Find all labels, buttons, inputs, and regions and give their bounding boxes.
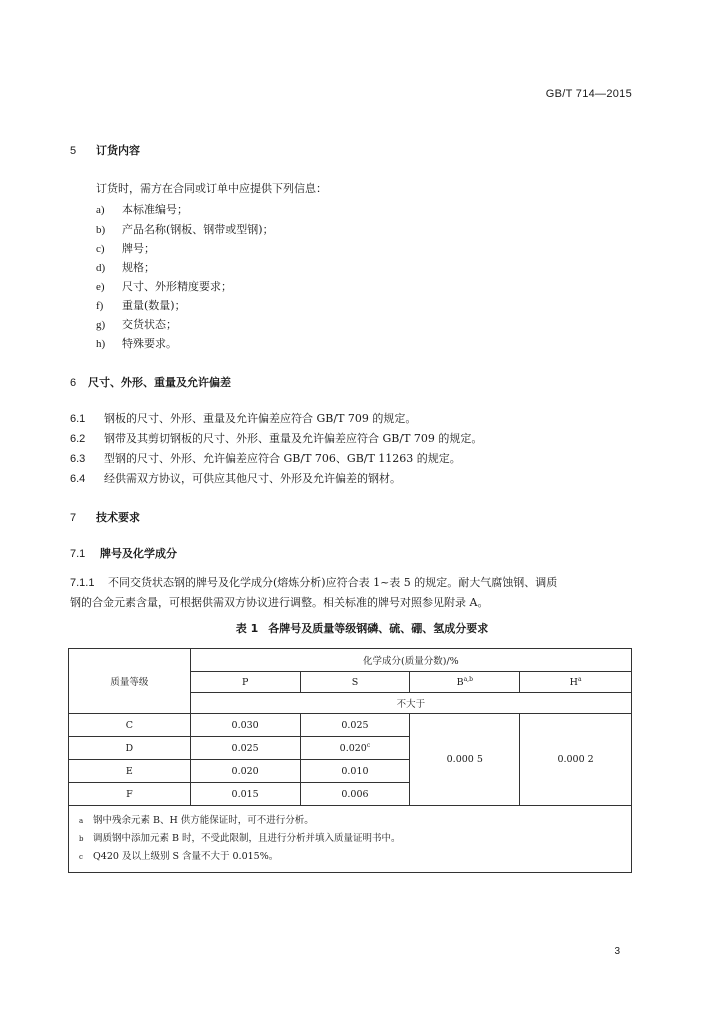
table-notes xyxy=(69,806,632,873)
list-key: a) xyxy=(96,204,105,216)
list-key: d) xyxy=(96,262,106,274)
list-item xyxy=(96,316,177,332)
h-value-cell: 0.000 2 xyxy=(520,714,632,806)
list-item xyxy=(96,240,155,256)
col-label: B xyxy=(456,677,464,689)
limit-label: 不大于 xyxy=(190,693,631,714)
grade-cell: C xyxy=(69,714,191,737)
section-number: 6 xyxy=(70,377,77,389)
list-text: 牌号； xyxy=(122,242,155,255)
table-note xyxy=(79,812,621,830)
subsection-title: 牌号及化学成分 xyxy=(100,547,177,560)
standard-code: GB/T 714—2015 xyxy=(545,88,632,100)
clause-number: 6.1 xyxy=(70,413,86,425)
clause-number: 6.4 xyxy=(70,473,86,485)
table-number: 表 1 xyxy=(235,622,259,635)
subsection-7-1-heading xyxy=(70,545,177,561)
footnote-ref: c xyxy=(366,741,371,749)
table-title: 各牌号及质量等级钢磷、硫、硼、氢成分要求 xyxy=(268,622,489,635)
page-number: 3 xyxy=(614,946,620,957)
list-text: 本标准编号； xyxy=(122,203,188,216)
p-cell: 0.020 xyxy=(190,760,300,783)
footnote-ref: a xyxy=(577,675,582,683)
clause-text: 型钢的尺寸、外形、允许偏差应符合 GB/T 706、GB/T 11263 的规定。 xyxy=(104,452,461,465)
list-item xyxy=(96,221,274,237)
grade-cell: E xyxy=(69,760,191,783)
list-key: e) xyxy=(96,281,105,293)
list-text: 产品名称(钢板、钢带或型钢)； xyxy=(122,223,274,236)
list-text: 交货状态； xyxy=(122,318,177,331)
col-header xyxy=(300,672,410,693)
s-cell: 0.010 xyxy=(300,760,410,783)
note-mark: c xyxy=(79,853,83,861)
col-header xyxy=(190,672,300,693)
note-mark: b xyxy=(79,835,84,843)
list-text: 尺寸、外形精度要求； xyxy=(122,280,232,293)
clause xyxy=(70,410,416,426)
grade-header: 质量等级 xyxy=(69,649,191,714)
note-text: Q420 及以上级别 S 含量不大于 0.015%。 xyxy=(93,851,279,862)
grade-cell: F xyxy=(69,783,191,806)
table-note xyxy=(79,848,621,866)
section-number: 7 xyxy=(70,512,77,524)
table-caption xyxy=(0,620,724,636)
list-item xyxy=(96,278,232,294)
list-item xyxy=(96,335,177,351)
list-key: g) xyxy=(96,319,106,331)
composition-table xyxy=(68,648,632,873)
s-cell xyxy=(300,737,410,760)
clause-number: 7.1.1 xyxy=(70,577,95,589)
clause-text: 钢带及其剪切钢板的尺寸、外形、重量及允许偏差应符合 GB/T 709 的规定。 xyxy=(104,432,483,445)
clause-7-1-1-line-2: 钢的合金元素含量，可根据供需双方协议进行调整。相关标准的牌号对照参见附录 A。 xyxy=(70,596,489,609)
list-key: f) xyxy=(96,300,104,312)
list-key: b) xyxy=(96,224,106,236)
s-cell: 0.025 xyxy=(300,714,410,737)
clause-text: 钢板的尺寸、外形、重量及允许偏差应符合 GB/T 709 的规定。 xyxy=(104,412,417,425)
col-label: S xyxy=(351,676,359,688)
list-text: 特殊要求。 xyxy=(122,337,177,350)
list-item xyxy=(96,259,155,275)
list-key: c) xyxy=(96,243,105,255)
p-cell: 0.030 xyxy=(190,714,300,737)
p-cell: 0.015 xyxy=(190,783,300,806)
clause xyxy=(70,450,461,466)
clause-7-1-1-line-1 xyxy=(70,574,557,590)
section-title: 尺寸、外形、重量及允许偏差 xyxy=(88,376,231,389)
clause-text: 经供需双方协议，可供应其他尺寸、外形及允许偏差的钢材。 xyxy=(104,472,401,485)
clause xyxy=(70,470,401,486)
col-label: P xyxy=(241,676,249,688)
list-item xyxy=(96,201,188,217)
col-header xyxy=(520,672,632,693)
section-6-heading xyxy=(70,374,231,390)
note-text: 调质钢中添加元素 B 时，不受此限制，且进行分析并填入质量证明书中。 xyxy=(93,833,401,844)
b-value-cell: 0.000 5 xyxy=(410,714,520,806)
subsection-number: 7.1 xyxy=(70,548,86,560)
s-value: 0.020 xyxy=(339,743,367,755)
table-note xyxy=(79,830,621,848)
grade-cell: D xyxy=(69,737,191,760)
note-text: 钢中残余元素 B、H 供方能保证时，可不进行分析。 xyxy=(93,815,314,826)
clause-number: 6.2 xyxy=(70,433,86,445)
note-mark: a xyxy=(79,817,84,825)
list-text: 规格； xyxy=(122,261,155,274)
section-7-heading xyxy=(70,509,140,525)
col-header xyxy=(410,672,520,693)
section-5-intro: 订货时，需方在合同或订单中应提供下列信息： xyxy=(96,182,327,195)
footnote-ref: a,b xyxy=(463,675,473,683)
s-cell: 0.006 xyxy=(300,783,410,806)
clause-text: 不同交货状态钢的牌号及化学成分(熔炼分析)应符合表 1~表 5 的规定。耐大气腐蚀钢、调质 xyxy=(108,576,558,589)
col-label: H xyxy=(569,677,578,689)
section-number: 5 xyxy=(70,145,77,157)
p-cell: 0.025 xyxy=(190,737,300,760)
composition-header: 化学成分(质量分数)/% xyxy=(190,649,631,672)
clause-number: 6.3 xyxy=(70,453,86,465)
list-item xyxy=(96,297,186,313)
section-title: 技术要求 xyxy=(96,511,140,524)
list-key: h) xyxy=(96,338,106,350)
clause xyxy=(70,430,482,446)
section-title: 订货内容 xyxy=(96,144,140,157)
list-text: 重量(数量)； xyxy=(122,299,186,312)
section-5-heading xyxy=(70,142,140,158)
